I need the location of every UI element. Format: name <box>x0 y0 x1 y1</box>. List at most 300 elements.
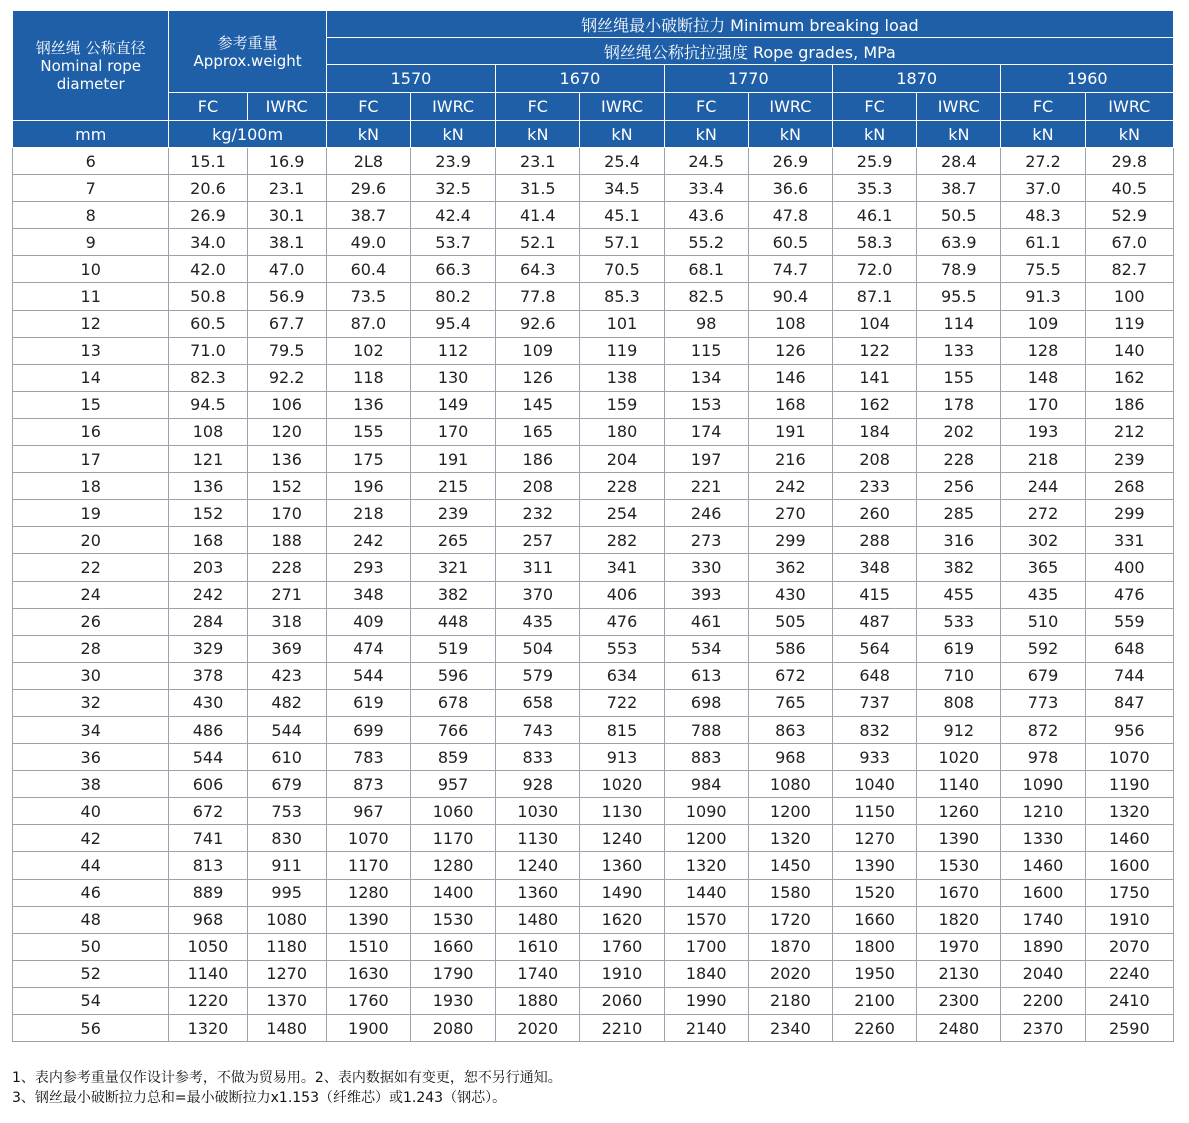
table-row <box>13 229 1174 256</box>
value-cell: 82.3 <box>169 364 247 391</box>
value-cell: 913 <box>580 744 664 771</box>
value-cell: 204 <box>580 446 664 473</box>
value-cell: 23.1 <box>247 175 326 202</box>
core-type-header: IWRC <box>247 93 326 121</box>
value-cell: 2180 <box>748 987 832 1014</box>
value-cell: 619 <box>917 635 1001 662</box>
diameter-cell: 17 <box>13 446 169 473</box>
value-cell: 75.5 <box>1001 256 1085 283</box>
table-body <box>13 148 1174 1042</box>
value-cell: 178 <box>917 391 1001 418</box>
value-cell: 254 <box>580 500 664 527</box>
value-cell: 197 <box>664 446 748 473</box>
value-cell: 1170 <box>326 852 410 879</box>
value-cell: 1630 <box>326 960 410 987</box>
core-type-header: FC <box>496 93 580 121</box>
value-cell: 122 <box>833 337 917 364</box>
value-cell: 208 <box>833 446 917 473</box>
value-cell: 1090 <box>1001 771 1085 798</box>
value-cell: 24.5 <box>664 148 748 175</box>
value-cell: 487 <box>833 608 917 635</box>
value-cell: 400 <box>1085 554 1173 581</box>
value-cell: 118 <box>326 364 410 391</box>
value-cell: 1990 <box>664 987 748 1014</box>
value-cell: 606 <box>169 771 247 798</box>
value-cell: 995 <box>247 879 326 906</box>
value-cell: 180 <box>580 418 664 445</box>
value-cell: 2240 <box>1085 960 1173 987</box>
core-type-header: FC <box>1001 93 1085 121</box>
value-cell: 544 <box>326 662 410 689</box>
table-row <box>13 1015 1174 1042</box>
value-cell: 32.5 <box>410 175 495 202</box>
value-cell: 285 <box>917 500 1001 527</box>
core-type-header: IWRC <box>1085 93 1173 121</box>
value-cell: 369 <box>247 635 326 662</box>
diameter-header-en: Nominal rope diameter <box>40 56 141 93</box>
value-cell: 270 <box>748 500 832 527</box>
table-row <box>13 744 1174 771</box>
value-cell: 92.2 <box>247 364 326 391</box>
value-cell: 60.4 <box>326 256 410 283</box>
value-cell: 455 <box>917 581 1001 608</box>
value-cell: 586 <box>748 635 832 662</box>
diameter-cell: 38 <box>13 771 169 798</box>
value-cell: 1030 <box>496 798 580 825</box>
value-cell: 1360 <box>580 852 664 879</box>
value-cell: 228 <box>580 473 664 500</box>
value-cell: 38.7 <box>326 202 410 229</box>
value-cell: 743 <box>496 716 580 743</box>
value-cell: 126 <box>496 364 580 391</box>
weight-header <box>169 11 326 93</box>
value-cell: 66.3 <box>410 256 495 283</box>
core-type-header: FC <box>169 93 247 121</box>
value-cell: 830 <box>247 825 326 852</box>
value-cell: 28.4 <box>917 148 1001 175</box>
value-cell: 474 <box>326 635 410 662</box>
value-cell: 1490 <box>580 879 664 906</box>
table-row <box>13 283 1174 310</box>
value-cell: 40.5 <box>1085 175 1173 202</box>
value-cell: 967 <box>326 798 410 825</box>
unit-header: kN <box>496 121 580 148</box>
value-cell: 813 <box>169 852 247 879</box>
value-cell: 341 <box>580 554 664 581</box>
unit-header: mm <box>13 121 169 148</box>
unit-header: kN <box>1001 121 1085 148</box>
value-cell: 1970 <box>917 933 1001 960</box>
value-cell: 2260 <box>833 1015 917 1042</box>
weight-header-cn: 参考重量 <box>217 33 278 52</box>
value-cell: 1480 <box>247 1015 326 1042</box>
value-cell: 2130 <box>917 960 1001 987</box>
value-cell: 2020 <box>748 960 832 987</box>
value-cell: 70.5 <box>580 256 664 283</box>
value-cell: 35.3 <box>833 175 917 202</box>
value-cell: 90.4 <box>748 283 832 310</box>
value-cell: 1460 <box>1085 825 1173 852</box>
diameter-cell: 14 <box>13 364 169 391</box>
value-cell: 1270 <box>833 825 917 852</box>
value-cell: 49.0 <box>326 229 410 256</box>
value-cell: 1280 <box>410 852 495 879</box>
value-cell: 47.0 <box>247 256 326 283</box>
table-row <box>13 473 1174 500</box>
value-cell: 148 <box>1001 364 1085 391</box>
table-row <box>13 960 1174 987</box>
grade-header: 1570 <box>326 65 495 93</box>
value-cell: 1400 <box>410 879 495 906</box>
table-row <box>13 581 1174 608</box>
value-cell: 273 <box>664 527 748 554</box>
value-cell: 423 <box>247 662 326 689</box>
diameter-cell: 20 <box>13 527 169 554</box>
value-cell: 1820 <box>917 906 1001 933</box>
value-cell: 60.5 <box>169 310 247 337</box>
core-type-header: IWRC <box>580 93 664 121</box>
value-cell: 146 <box>748 364 832 391</box>
value-cell: 2060 <box>580 987 664 1014</box>
value-cell: 722 <box>580 689 664 716</box>
value-cell: 244 <box>1001 473 1085 500</box>
value-cell: 293 <box>326 554 410 581</box>
diameter-cell: 6 <box>13 148 169 175</box>
value-cell: 52.9 <box>1085 202 1173 229</box>
value-cell: 435 <box>1001 581 1085 608</box>
value-cell: 50.8 <box>169 283 247 310</box>
diameter-cell: 54 <box>13 987 169 1014</box>
value-cell: 106 <box>247 391 326 418</box>
value-cell: 29.6 <box>326 175 410 202</box>
value-cell: 82.5 <box>664 283 748 310</box>
value-cell: 159 <box>580 391 664 418</box>
value-cell: 592 <box>1001 635 1085 662</box>
diameter-cell: 36 <box>13 744 169 771</box>
value-cell: 31.5 <box>496 175 580 202</box>
value-cell: 579 <box>496 662 580 689</box>
value-cell: 23.1 <box>496 148 580 175</box>
value-cell: 788 <box>664 716 748 743</box>
grades-title: 钢丝绳公称抗拉强度 Rope grades, MPa <box>326 38 1173 65</box>
unit-header: kN <box>748 121 832 148</box>
value-cell: 1930 <box>410 987 495 1014</box>
value-cell: 2080 <box>410 1015 495 1042</box>
value-cell: 1070 <box>1085 744 1173 771</box>
value-cell: 393 <box>664 581 748 608</box>
value-cell: 519 <box>410 635 495 662</box>
value-cell: 1240 <box>496 852 580 879</box>
value-cell: 109 <box>1001 310 1085 337</box>
weight-header-en: Approx.weight <box>193 51 302 70</box>
value-cell: 77.8 <box>496 283 580 310</box>
value-cell: 911 <box>247 852 326 879</box>
value-cell: 2L8 <box>326 148 410 175</box>
value-cell: 282 <box>580 527 664 554</box>
value-cell: 311 <box>496 554 580 581</box>
value-cell: 228 <box>917 446 1001 473</box>
diameter-cell: 13 <box>13 337 169 364</box>
value-cell: 130 <box>410 364 495 391</box>
value-cell: 63.9 <box>917 229 1001 256</box>
value-cell: 1220 <box>169 987 247 1014</box>
value-cell: 239 <box>1085 446 1173 473</box>
value-cell: 1480 <box>496 906 580 933</box>
value-cell: 26.9 <box>169 202 247 229</box>
value-cell: 1070 <box>326 825 410 852</box>
value-cell: 109 <box>496 337 580 364</box>
value-cell: 766 <box>410 716 495 743</box>
value-cell: 196 <box>326 473 410 500</box>
value-cell: 1570 <box>664 906 748 933</box>
table-row <box>13 500 1174 527</box>
value-cell: 1080 <box>247 906 326 933</box>
value-cell: 2020 <box>496 1015 580 1042</box>
value-cell: 2410 <box>1085 987 1173 1014</box>
value-cell: 188 <box>247 527 326 554</box>
value-cell: 260 <box>833 500 917 527</box>
value-cell: 102 <box>326 337 410 364</box>
value-cell: 2140 <box>664 1015 748 1042</box>
table-row <box>13 554 1174 581</box>
value-cell: 215 <box>410 473 495 500</box>
value-cell: 1520 <box>833 879 917 906</box>
value-cell: 26.9 <box>748 148 832 175</box>
value-cell: 559 <box>1085 608 1173 635</box>
value-cell: 984 <box>664 771 748 798</box>
table-row <box>13 527 1174 554</box>
value-cell: 246 <box>664 500 748 527</box>
value-cell: 64.3 <box>496 256 580 283</box>
value-cell: 698 <box>664 689 748 716</box>
value-cell: 55.2 <box>664 229 748 256</box>
value-cell: 193 <box>1001 418 1085 445</box>
value-cell: 68.1 <box>664 256 748 283</box>
value-cell: 610 <box>247 744 326 771</box>
value-cell: 170 <box>247 500 326 527</box>
value-cell: 91.3 <box>1001 283 1085 310</box>
value-cell: 42.4 <box>410 202 495 229</box>
value-cell: 36.6 <box>748 175 832 202</box>
value-cell: 2480 <box>917 1015 1001 1042</box>
value-cell: 242 <box>326 527 410 554</box>
diameter-cell: 42 <box>13 825 169 852</box>
table-row <box>13 987 1174 1014</box>
value-cell: 1790 <box>410 960 495 987</box>
value-cell: 186 <box>496 446 580 473</box>
value-cell: 95.5 <box>917 283 1001 310</box>
value-cell: 288 <box>833 527 917 554</box>
value-cell: 362 <box>748 554 832 581</box>
value-cell: 382 <box>917 554 1001 581</box>
value-cell: 1900 <box>326 1015 410 1042</box>
value-cell: 25.4 <box>580 148 664 175</box>
value-cell: 448 <box>410 608 495 635</box>
value-cell: 486 <box>169 716 247 743</box>
value-cell: 544 <box>169 744 247 771</box>
value-cell: 1760 <box>326 987 410 1014</box>
value-cell: 1740 <box>496 960 580 987</box>
value-cell: 1360 <box>496 879 580 906</box>
value-cell: 1320 <box>664 852 748 879</box>
value-cell: 57.1 <box>580 229 664 256</box>
table-row <box>13 256 1174 283</box>
value-cell: 165 <box>496 418 580 445</box>
value-cell: 765 <box>748 689 832 716</box>
value-cell: 218 <box>326 500 410 527</box>
value-cell: 1800 <box>833 933 917 960</box>
value-cell: 1140 <box>917 771 1001 798</box>
value-cell: 145 <box>496 391 580 418</box>
value-cell: 202 <box>917 418 1001 445</box>
spec-table-wrapper <box>12 10 1174 1042</box>
value-cell: 1530 <box>917 852 1001 879</box>
value-cell: 149 <box>410 391 495 418</box>
value-cell: 82.7 <box>1085 256 1173 283</box>
value-cell: 2070 <box>1085 933 1173 960</box>
value-cell: 126 <box>748 337 832 364</box>
value-cell: 16.9 <box>247 148 326 175</box>
footnotes <box>12 1068 1172 1108</box>
value-cell: 1280 <box>326 879 410 906</box>
value-cell: 112 <box>410 337 495 364</box>
value-cell: 1320 <box>1085 798 1173 825</box>
value-cell: 232 <box>496 500 580 527</box>
unit-header: kN <box>917 121 1001 148</box>
table-row <box>13 716 1174 743</box>
value-cell: 2100 <box>833 987 917 1014</box>
value-cell: 968 <box>169 906 247 933</box>
value-cell: 1080 <box>748 771 832 798</box>
value-cell: 114 <box>917 310 1001 337</box>
value-cell: 482 <box>247 689 326 716</box>
value-cell: 1950 <box>833 960 917 987</box>
diameter-cell: 15 <box>13 391 169 418</box>
diameter-cell: 46 <box>13 879 169 906</box>
value-cell: 1320 <box>748 825 832 852</box>
value-cell: 365 <box>1001 554 1085 581</box>
value-cell: 87.0 <box>326 310 410 337</box>
value-cell: 1450 <box>748 852 832 879</box>
value-cell: 162 <box>1085 364 1173 391</box>
footnote-line: 1、表内参考重量仅作设计参考，不做为贸易用。2、表内数据如有变更，恕不另行通知。 <box>12 1070 562 1086</box>
value-cell: 155 <box>917 364 1001 391</box>
value-cell: 228 <box>247 554 326 581</box>
value-cell: 186 <box>1085 391 1173 418</box>
value-cell: 1060 <box>410 798 495 825</box>
value-cell: 46.1 <box>833 202 917 229</box>
value-cell: 1870 <box>748 933 832 960</box>
core-type-header: FC <box>326 93 410 121</box>
value-cell: 94.5 <box>169 391 247 418</box>
value-cell: 108 <box>748 310 832 337</box>
value-cell: 138 <box>580 364 664 391</box>
table-row <box>13 798 1174 825</box>
value-cell: 56.9 <box>247 283 326 310</box>
value-cell: 20.6 <box>169 175 247 202</box>
value-cell: 1130 <box>580 798 664 825</box>
value-cell: 191 <box>410 446 495 473</box>
value-cell: 153 <box>664 391 748 418</box>
value-cell: 1190 <box>1085 771 1173 798</box>
core-type-header: IWRC <box>748 93 832 121</box>
diameter-cell: 28 <box>13 635 169 662</box>
unit-header: kN <box>326 121 410 148</box>
value-cell: 271 <box>247 581 326 608</box>
diameter-cell: 44 <box>13 852 169 879</box>
value-cell: 1610 <box>496 933 580 960</box>
value-cell: 1320 <box>169 1015 247 1042</box>
value-cell: 1660 <box>833 906 917 933</box>
value-cell: 41.4 <box>496 202 580 229</box>
value-cell: 330 <box>664 554 748 581</box>
value-cell: 208 <box>496 473 580 500</box>
value-cell: 1760 <box>580 933 664 960</box>
value-cell: 1040 <box>833 771 917 798</box>
value-cell: 753 <box>247 798 326 825</box>
value-cell: 212 <box>1085 418 1173 445</box>
diameter-cell: 12 <box>13 310 169 337</box>
value-cell: 1440 <box>664 879 748 906</box>
table-row <box>13 635 1174 662</box>
value-cell: 242 <box>748 473 832 500</box>
value-cell: 370 <box>496 581 580 608</box>
diameter-cell: 52 <box>13 960 169 987</box>
value-cell: 25.9 <box>833 148 917 175</box>
value-cell: 1700 <box>664 933 748 960</box>
table-row <box>13 689 1174 716</box>
diameter-cell: 34 <box>13 716 169 743</box>
value-cell: 184 <box>833 418 917 445</box>
value-cell: 98 <box>664 310 748 337</box>
value-cell: 1670 <box>917 879 1001 906</box>
value-cell: 968 <box>748 744 832 771</box>
value-cell: 1150 <box>833 798 917 825</box>
value-cell: 815 <box>580 716 664 743</box>
value-cell: 29.8 <box>1085 148 1173 175</box>
value-cell: 60.5 <box>748 229 832 256</box>
value-cell: 1180 <box>247 933 326 960</box>
table-row <box>13 608 1174 635</box>
grade-header: 1960 <box>1001 65 1174 93</box>
value-cell: 1140 <box>169 960 247 987</box>
value-cell: 256 <box>917 473 1001 500</box>
value-cell: 744 <box>1085 662 1173 689</box>
value-cell: 808 <box>917 689 1001 716</box>
value-cell: 284 <box>169 608 247 635</box>
diameter-cell: 7 <box>13 175 169 202</box>
value-cell: 155 <box>326 418 410 445</box>
value-cell: 873 <box>326 771 410 798</box>
value-cell: 679 <box>1001 662 1085 689</box>
value-cell: 133 <box>917 337 1001 364</box>
value-cell: 2300 <box>917 987 1001 1014</box>
value-cell: 299 <box>748 527 832 554</box>
value-cell: 956 <box>1085 716 1173 743</box>
unit-header: kN <box>833 121 917 148</box>
value-cell: 1510 <box>326 933 410 960</box>
value-cell: 710 <box>917 662 1001 689</box>
unit-header: kN <box>1085 121 1173 148</box>
diameter-cell: 30 <box>13 662 169 689</box>
value-cell: 128 <box>1001 337 1085 364</box>
value-cell: 553 <box>580 635 664 662</box>
value-cell: 162 <box>833 391 917 418</box>
value-cell: 2340 <box>748 1015 832 1042</box>
value-cell: 741 <box>169 825 247 852</box>
value-cell: 37.0 <box>1001 175 1085 202</box>
table-row <box>13 852 1174 879</box>
